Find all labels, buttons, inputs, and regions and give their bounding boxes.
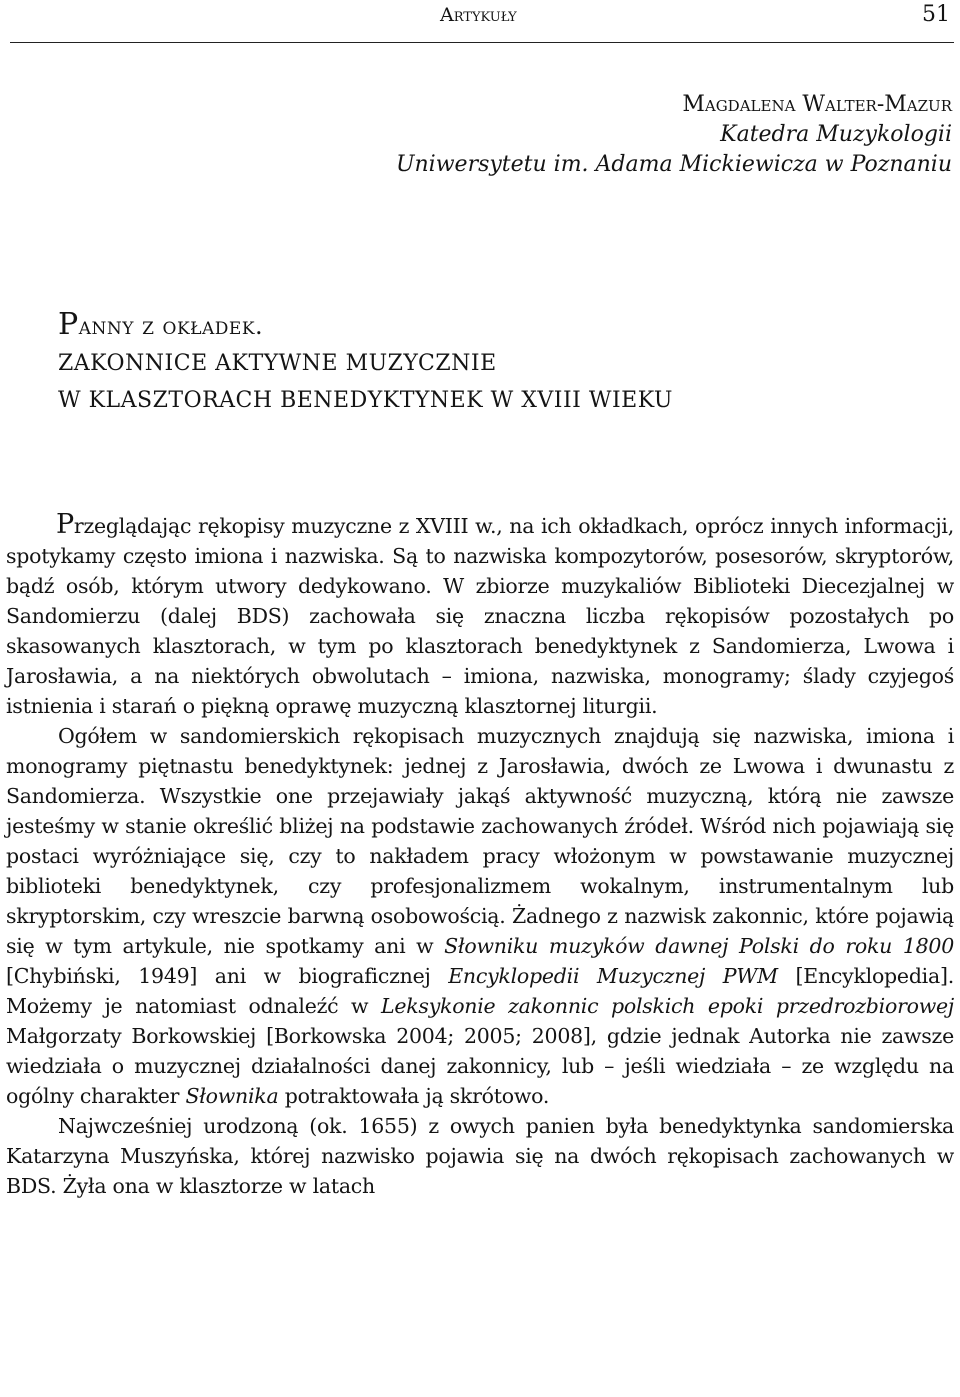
title-line-1-rest: anny z okładek. <box>78 312 264 340</box>
italic-title-leksykon: Leksykonie zakonnic polskich epoki przedrozbiorowej <box>381 994 954 1018</box>
paragraph-2-part-a: Ogółem w sandomierskich rękopisach muzycznych znajdują się nazwiska, imiona i monogramy piętnastu benedyktynek: jednej z Jarosławia, dwóch ze Lwowa i dwunastu z Sandomierza. Wszystkie one przejawiały jakąś aktywność muzyczną, którą nie zawsze jesteśmy w stanie określić bliżej na podstawie zachowanych źródeł. Wśród nich pojawiają się postaci wyróżniające się, czy to nakładem pracy włożonym w powstawanie muzycznej biblioteki benedyktynek, czy profesjonalizmem wokalnym, instrumentalnym lub skryptorskim, czy wreszcie barwną osobowością. Żadnego z nazwisk zakonnic, które pojawią się w tym artykule, nie spotkamy ani w <box>6 724 954 958</box>
paragraph-2-part-d: Małgorzaty Borkowskiej [Borkowska 2004; 2005; 2008], gdzie jednak Autorka nie zawsze wiedziała o muzycznej działalności danej zakonnicy, lub – jeśli wiedziała – ze względu na ogólny charakter <box>6 1024 954 1108</box>
page-number: 51 <box>922 2 950 27</box>
header-rule <box>10 42 954 43</box>
affiliation-line-2: Uniwersytetu im. Adama Mickiewicza w Poznaniu <box>395 152 952 177</box>
paragraph-1-text: rzeglądając rękopisy muzyczne z XVIII w., na ich okładkach, oprócz innych informacji, spotykamy często imiona i nazwiska. Są to nazwiska kompozytorów, posesorów, skryptorów, bądź osób, którym utwory dedykowano. W zbiorze muzykaliów Biblioteki Diecezjalnej w Sandomierzu (dalej BDS) zachowała się znaczna liczba rękopisów pozostałych po skasowanych klasztorach, w tym po klasztorach benedyktynek z Sandomierza, Lwowa i Jarosławia, a na niektórych obwolutach – imiona, nazwiska, monogramy; ślady czyjegoś istnienia i starań o piękną oprawę muzyczną klasztornej liturgii. <box>6 514 954 718</box>
title-line-2: ZAKONNICE AKTYWNE MUZYCZNIE <box>58 351 497 376</box>
paragraph-initial: P <box>56 509 74 540</box>
italic-title-encyklopedia: Encyklopedii Muzycznej PWM <box>448 964 778 988</box>
paragraph-2 <box>6 721 954 1111</box>
article-title <box>58 306 918 419</box>
paragraph-1 <box>6 510 954 721</box>
italic-title-slownika: Słownika <box>185 1084 279 1108</box>
running-head <box>10 2 950 32</box>
article-body <box>6 510 954 1201</box>
author-name: Magdalena Walter-Mazur <box>682 92 952 117</box>
title-line-1 <box>58 306 918 345</box>
paragraph-2-part-b: [Chybiński, 1949] ani w biograficznej <box>6 964 449 988</box>
paragraph-2-part-c: [Encyklopedia]. Możemy je natomiast odnaleźć w <box>6 964 954 1018</box>
title-initial: P <box>58 307 79 342</box>
running-head-section: Artykuły <box>440 4 517 26</box>
affiliation-line-1: Katedra Muzykologii <box>720 122 952 147</box>
italic-title-slownik: Słowniku muzyków dawnej Polski do roku 1800 <box>444 934 955 958</box>
title-line-3: W KLASZTORACH BENEDYKTYNEK W XVIII WIEKU <box>58 388 673 413</box>
paragraph-3: Najwcześniej urodzoną (ok. 1655) z owych panien była benedyktynka sandomierska Katarzyna Muszyńska, której nazwisko pojawia się na dwóch rękopisach zachowanych w BDS. Żyła ona w klasztorze w latach <box>6 1114 954 1198</box>
author-block <box>396 90 952 180</box>
paragraph-2-part-e: potraktowała ją skrótowo. <box>278 1084 550 1108</box>
